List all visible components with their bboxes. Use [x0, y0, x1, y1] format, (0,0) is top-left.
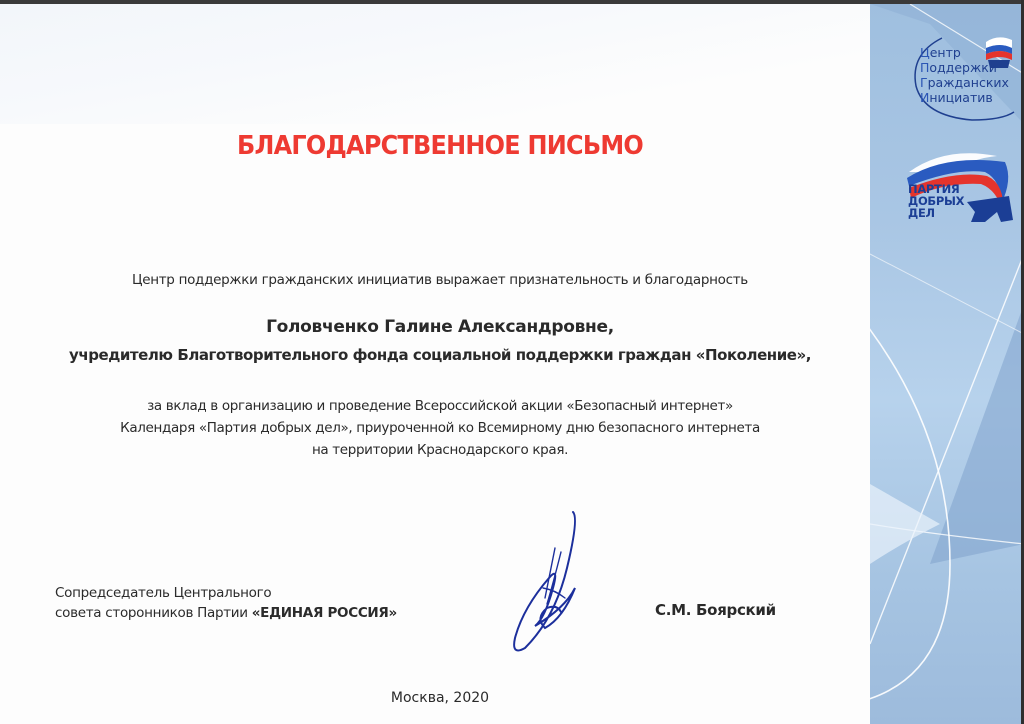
logo-line: Гражданских	[920, 75, 1009, 90]
signer-name: С.М. Боярский	[655, 601, 776, 619]
body-line: на территории Краснодарского края.	[311, 442, 569, 458]
signer-title	[55, 583, 397, 623]
logo-line: Центр	[920, 45, 961, 60]
handwritten-signature	[505, 508, 585, 658]
intro-text: Центр поддержки гражданских инициатив выражает признательность и благодарность	[132, 272, 748, 288]
body-line: за вклад в организацию и проведение Всероссийской акции «Безопасный интернет»	[147, 398, 733, 414]
letter-title: БЛАГОДАРСТВЕННОЕ ПИСЬМО	[236, 131, 644, 161]
recipient-role: учредителю Благотворительного фонда социальной поддержки граждан «Поколение»,	[69, 346, 811, 364]
recipient-name: Головченко Галине Александровне,	[266, 317, 614, 337]
logo-line: Инициатив	[920, 90, 993, 105]
party-logo-text	[908, 183, 964, 219]
signer-title-line1: Сопредседатель Центрального	[55, 585, 272, 601]
logo-line: ДОБРЫХ	[908, 194, 965, 208]
logo-line: ДЕЛ	[908, 206, 935, 220]
logo-line: Поддержки	[920, 60, 997, 75]
body-line: Календаря «Партия добрых дел», приуроченной ко Всемирному дню безопасного интернета	[120, 420, 760, 436]
paper-background-wash	[0, 4, 880, 124]
signer-title-prefix: совета сторонников Партии	[55, 605, 252, 621]
place-and-year: Москва, 2020	[390, 690, 490, 706]
center-logo-text	[920, 45, 1009, 105]
signer-title-line2	[55, 603, 397, 623]
party-name: «ЕДИНАЯ РОССИЯ»	[251, 605, 397, 621]
logo-line: ПАРТИЯ	[908, 182, 960, 196]
